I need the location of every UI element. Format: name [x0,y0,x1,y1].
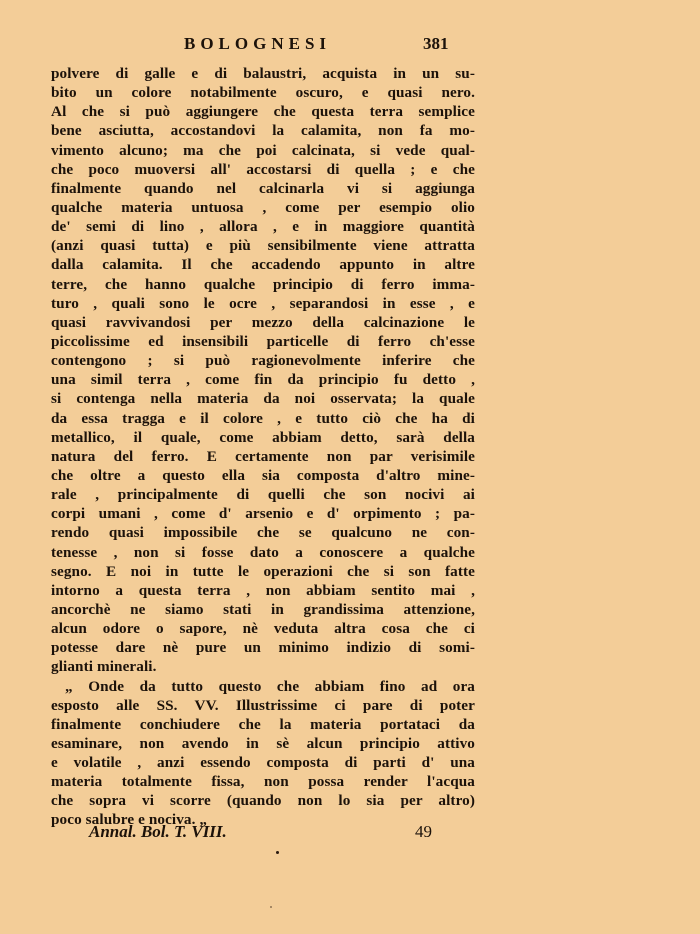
ink-speck [276,851,279,854]
text-line: vimento alcuno; ma che poi calcinata, si vede qual- [51,141,475,159]
text-line: tenesse , non si fosse dato a conoscere a qualche [51,543,475,561]
text-line: rale , principalmente di quelli che son nocivi ai [51,486,475,504]
text-line: materia totalmente fissa, non possa render l'acqua [51,773,475,791]
text-line: dalla calamita. Il che accadendo appunto in altre [51,256,475,274]
text-line: polvere di galle e di balaustri, acquista in un su- [51,65,475,82]
text-line: „ Onde da tutto questo che abbiam fino ad ora [65,677,475,695]
text-line: intorno a questa terra , non abbiam sentito mai , [51,581,475,599]
text-line: corpi umani , come d' arsenio e d' orpimento ; pa- [51,505,475,523]
text-line: segno. E noi in tutte le operazioni che si son fatte [51,562,475,580]
page-header [0,34,700,58]
text-line: che poco muoversi all' accostarsi di quella ; e che [51,160,475,178]
text-line: metallico, il quale, come abbiam detto, sarà della [51,428,475,446]
text-line: de' semi di lino , allora , e in maggiore quantità [51,218,475,236]
text-line: potesse dare nè pure un minimo indizio di somi- [51,639,475,657]
running-head: BOLOGNESI [184,34,332,53]
text-line: qualche materia untuosa , come per esempio olio [51,198,475,216]
text-line: contengono ; si può ragionevolmente inferire che [51,352,475,370]
text-line: da essa tragga e il colore , e tutto ciò che ha di [51,409,475,427]
text-line: poco salubre e nociva. „ [51,811,208,829]
text-line: alcun odore o sapore, nè veduta altra cosa che ci [51,620,475,638]
text-line: glianti minerali. [51,658,157,676]
page-footer [0,822,700,846]
text-line: Al che si può aggiungere che questa terra semplice [51,103,475,121]
signature-number: 49 [415,822,432,841]
text-line: rendo quasi impossibile che se qualcuno ne con- [51,524,475,542]
text-line: (anzi quasi tutta) e più sensibilmente viene attratta [51,237,475,255]
text-line: che sopra vi scorre (quando non lo sia per altro) [51,792,475,810]
text-line: terre, che hanno qualche principio di ferro imma- [51,275,475,293]
ink-speck [270,906,272,908]
text-line: quasi ravvivandosi per mezzo della calcinazione le [51,313,475,331]
text-line: che oltre a questo ella sia composta d'altro mine- [51,466,475,484]
text-line: ancorchè ne siamo stati in grandissima attenzione, [51,600,475,618]
text-line: esposto alle SS. VV. Illustrissime ci pare di poter [51,696,475,714]
text-line: e volatile , anzi essendo composta di parti d' una [51,754,475,772]
body-text [51,64,475,830]
text-line: una simil terra , come fin da principio fu detto , [51,371,475,389]
text-line: bito un colore notabilmente oscuro, e quasi nero. [51,84,475,102]
text-line: natura del ferro. E certamente non par verisimile [51,447,475,465]
text-line: si contenga nella materia da noi osservata; la quale [51,390,475,408]
signature-mark: Annal. Bol. T. VIII. [89,822,227,841]
text-line: turo , quali sono le ocre , separandosi in esse , e [51,294,475,312]
text-line: bene asciutta, accostandovi la calamita, non fa mo- [51,122,475,140]
text-line: finalmente conchiudere che la materia portataci da [51,715,475,733]
text-line: piccolissime ed insensibili particelle di ferro ch'esse [51,332,475,350]
page-number: 381 [423,34,449,53]
text-line: esaminare, non avendo in sè alcun principio attivo [51,734,475,752]
text-line: finalmente quando nel calcinarla vi si aggiunga [51,179,475,197]
